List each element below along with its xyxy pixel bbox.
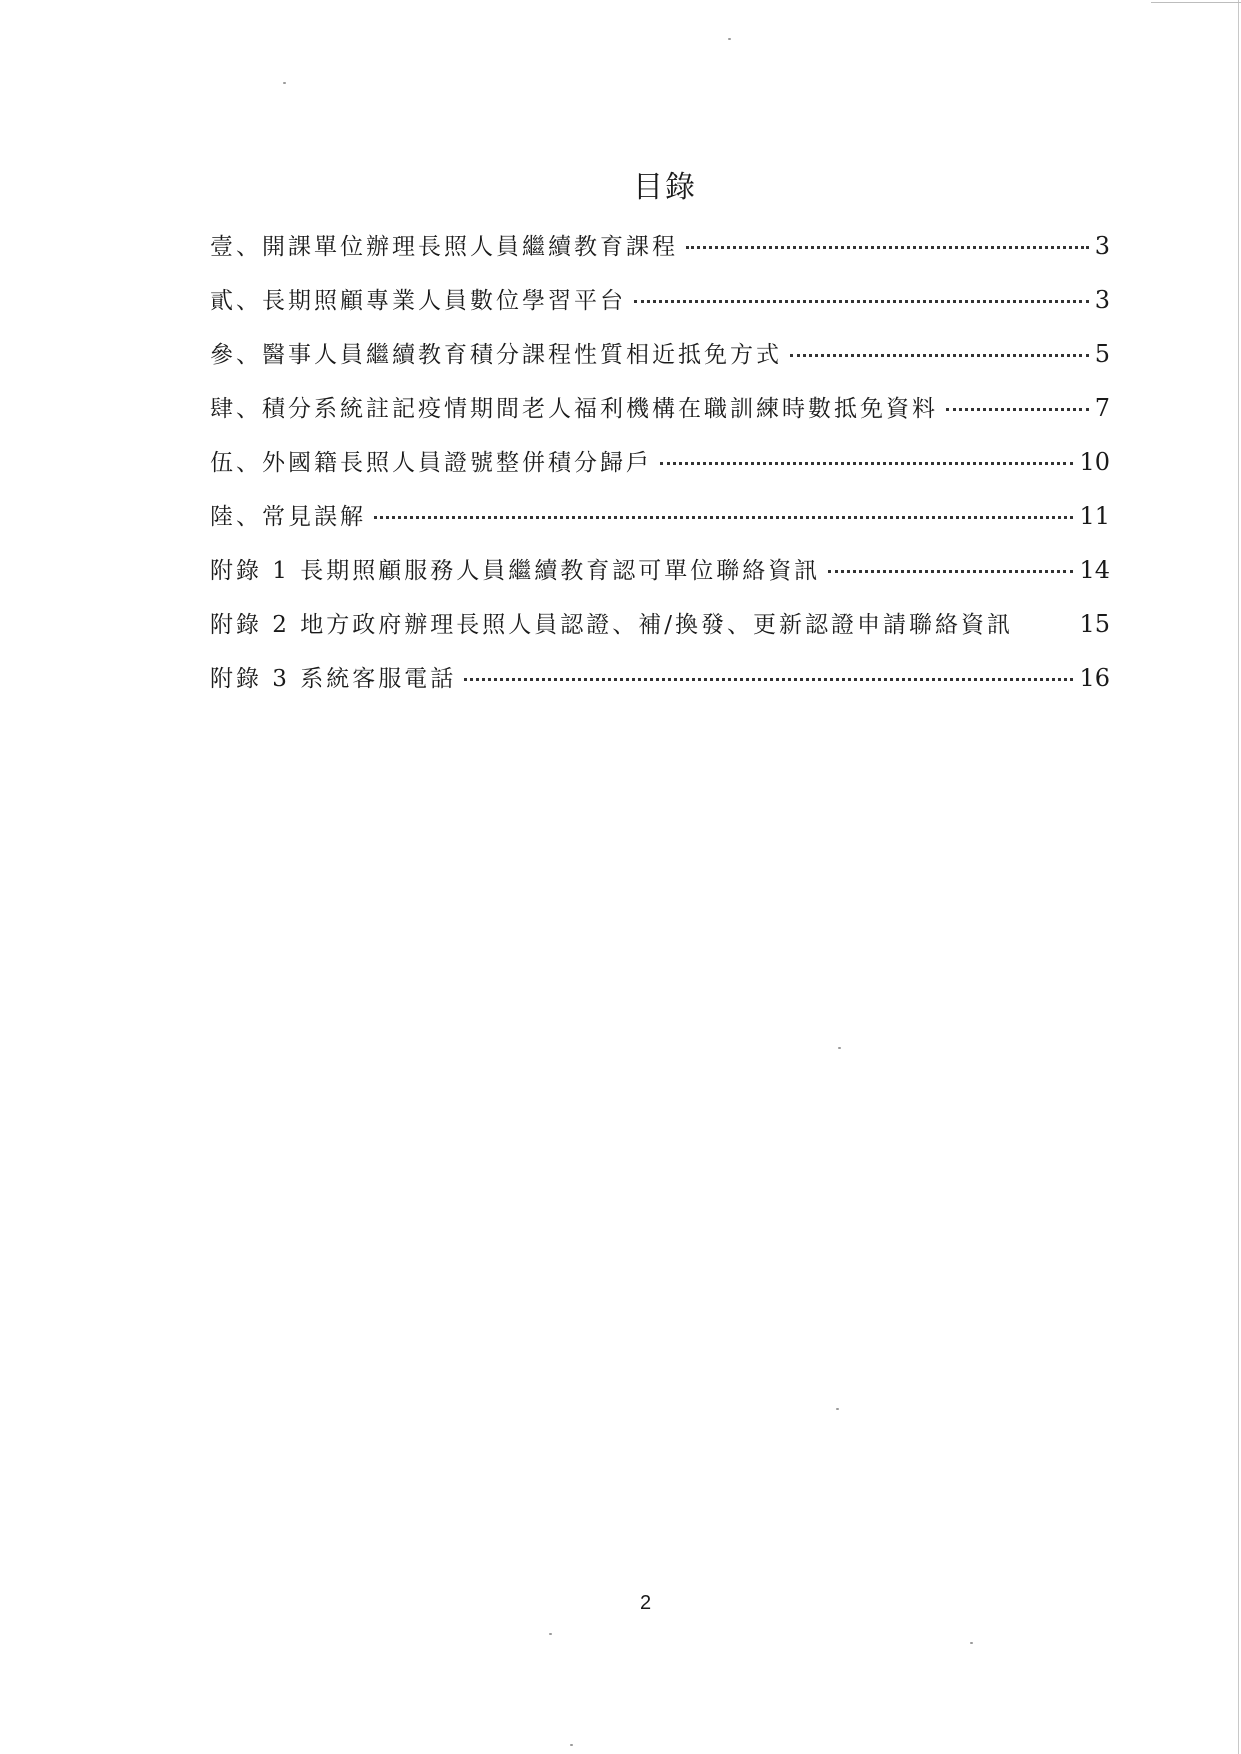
toc-dot-leader	[660, 461, 1073, 465]
scan-speck	[836, 1408, 839, 1410]
toc-entry-page: 15	[1079, 610, 1110, 638]
toc-entry-label: 陸、常見誤解	[210, 504, 366, 530]
toc-title: 目錄	[633, 170, 697, 205]
toc-dot-leader	[828, 569, 1073, 573]
toc-entry-label: 附錄 3 系統客服電話	[210, 666, 457, 692]
scan-speck	[838, 1047, 841, 1049]
toc-dot-leader	[946, 407, 1089, 411]
scan-speck	[728, 38, 731, 40]
toc-dot-leader	[790, 353, 1089, 357]
toc-entry-page: 5	[1094, 340, 1110, 368]
toc-entry[interactable]	[210, 660, 1110, 714]
toc-entry-label: 參、醫事人員繼續教育積分課程性質相近抵免方式	[210, 342, 782, 368]
toc-entry[interactable]	[210, 390, 1110, 444]
toc-entry-label: 附錄 2 地方政府辦理長照人員認證、補/換發、更新認證申請聯絡資訊	[210, 612, 1014, 638]
scan-speck	[283, 82, 286, 84]
page-number: 2	[639, 1592, 652, 1614]
toc-entry[interactable]	[210, 606, 1110, 660]
toc-entry-page: 10	[1079, 448, 1110, 476]
toc-entry-page: 7	[1094, 394, 1110, 422]
scan-edge-line-top	[1151, 2, 1241, 3]
toc-entry-label: 附錄 1 長期照顧服務人員繼續教育認可單位聯絡資訊	[210, 558, 821, 584]
toc-entry-label: 肆、積分系統註記疫情期間老人福利機構在職訓練時數抵免資料	[210, 396, 938, 422]
toc-entry-page: 14	[1079, 556, 1110, 584]
toc-entry[interactable]	[210, 444, 1110, 498]
table-of-contents	[210, 228, 1110, 714]
toc-entry-page: 3	[1094, 286, 1110, 314]
toc-dot-leader	[374, 515, 1073, 519]
toc-entry-page: 3	[1094, 232, 1110, 260]
toc-entry-label: 伍、外國籍長照人員證號整併積分歸戶	[210, 450, 652, 476]
toc-entry[interactable]	[210, 552, 1110, 606]
toc-entry[interactable]	[210, 228, 1110, 282]
scan-speck	[570, 1744, 573, 1746]
toc-entry-page: 11	[1079, 502, 1110, 530]
toc-entry-label: 貳、長期照顧專業人員數位學習平台	[210, 288, 626, 314]
toc-entry-label: 壹、開課單位辦理長照人員繼續教育課程	[210, 234, 678, 260]
toc-entry-page: 16	[1079, 664, 1110, 692]
toc-entry[interactable]	[210, 282, 1110, 336]
toc-dot-leader	[686, 245, 1089, 249]
scan-speck	[549, 1633, 552, 1635]
toc-entry[interactable]	[210, 498, 1110, 552]
scan-speck	[970, 1642, 973, 1644]
toc-dot-leader	[1015, 626, 1077, 627]
toc-entry[interactable]	[210, 336, 1110, 390]
scan-edge-line	[1238, 0, 1239, 1754]
toc-dot-leader	[634, 299, 1089, 303]
toc-dot-leader	[464, 677, 1073, 681]
